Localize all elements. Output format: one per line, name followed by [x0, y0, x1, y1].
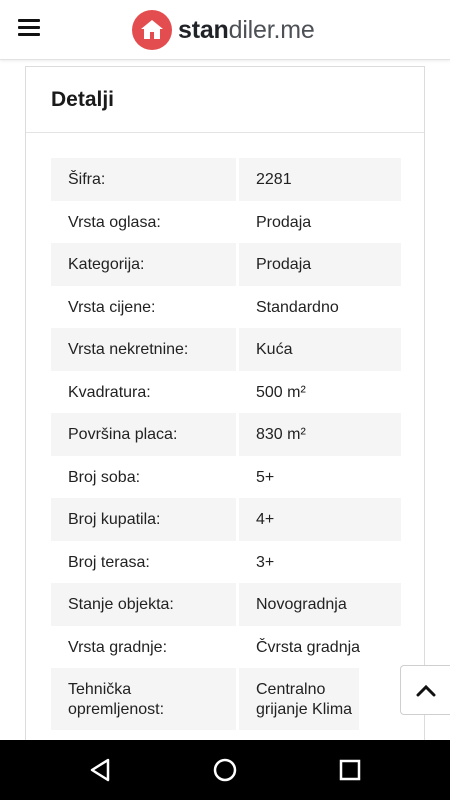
detail-label: Vrsta oglasa: — [68, 213, 161, 231]
detail-label: Površina placa: — [51, 413, 236, 456]
back-triangle-icon[interactable] — [85, 755, 115, 785]
detail-label: Stanje objekta: — [51, 583, 236, 626]
detail-label: Šifra: — [51, 158, 236, 201]
detail-row — [51, 456, 401, 499]
detail-value: 5+ — [256, 468, 275, 486]
home-circle-icon[interactable] — [210, 755, 240, 785]
detail-row — [51, 243, 401, 286]
detail-row — [51, 413, 401, 456]
scroll-top-button[interactable] — [400, 665, 450, 715]
detail-label: Kategorija: — [51, 243, 236, 286]
detail-label: Vrsta gradnje: — [68, 638, 168, 656]
detail-row — [51, 626, 401, 669]
detail-value: Prodaja — [239, 243, 401, 286]
detail-label: Vrsta nekretnine: — [51, 328, 236, 371]
android-nav-bar — [0, 740, 450, 800]
detail-label: Tehnička opremljenost: — [51, 668, 236, 730]
detail-row — [51, 158, 401, 201]
details-table — [51, 158, 401, 730]
detail-value: Prodaja — [256, 213, 312, 231]
detail-row — [51, 498, 401, 541]
detail-value: Centralno grijanje Klima — [239, 668, 359, 730]
detail-value: 830 m² — [239, 413, 401, 456]
detail-value: Standardno — [256, 298, 339, 316]
detail-label: Vrsta cijene: — [68, 298, 156, 316]
detail-label: Broj kupatila: — [51, 498, 236, 541]
detail-row — [51, 541, 401, 584]
detail-value: 4+ — [239, 498, 401, 541]
detail-row — [51, 668, 401, 730]
detail-value: 3+ — [256, 553, 275, 571]
detail-value: Novogradnja — [239, 583, 401, 626]
chevron-up-icon — [416, 683, 436, 697]
app-header — [0, 0, 450, 60]
detail-value: 2281 — [239, 158, 401, 201]
card-title: Detalji — [26, 67, 424, 133]
details-card — [25, 66, 425, 766]
detail-value: 500 m² — [256, 383, 306, 401]
detail-row — [51, 201, 401, 244]
detail-label: Broj soba: — [68, 468, 141, 486]
logo-text-bold: stan — [178, 15, 229, 44]
detail-value: Čvrsta gradnja — [256, 638, 361, 656]
detail-row — [51, 286, 401, 329]
recent-square-icon[interactable] — [335, 755, 365, 785]
house-icon — [132, 10, 172, 50]
logo-text-rest: diler.me — [228, 15, 315, 44]
detail-row — [51, 371, 401, 414]
detail-row — [51, 583, 401, 626]
detail-label: Broj terasa: — [68, 553, 150, 571]
detail-label: Kvadratura: — [68, 383, 151, 401]
hamburger-icon[interactable] — [18, 19, 40, 37]
detail-row — [51, 328, 401, 371]
detail-value: Kuća — [239, 328, 401, 371]
logo-text — [178, 16, 315, 45]
site-logo[interactable] — [132, 10, 315, 50]
